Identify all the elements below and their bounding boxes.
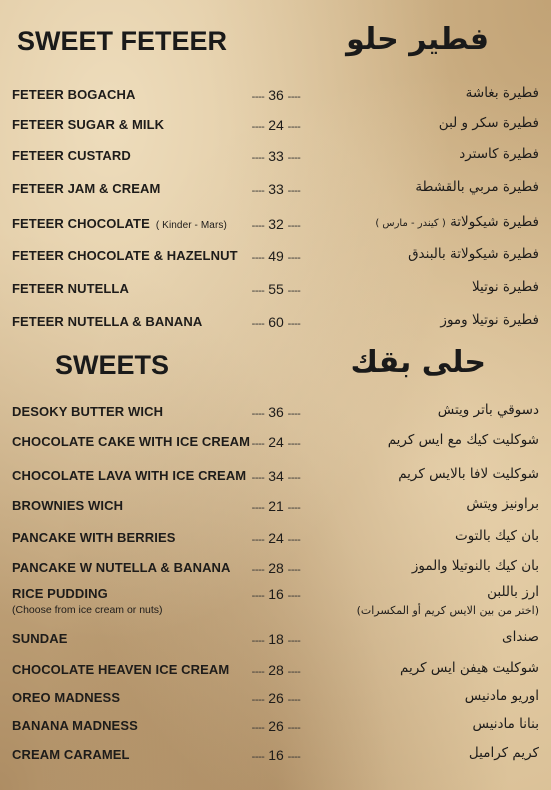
- item-price: ---- 16 ----: [251, 747, 301, 763]
- menu-item: [0, 498, 551, 520]
- price-value: 21: [268, 498, 284, 514]
- item-price: ---- 21 ----: [251, 498, 301, 514]
- price-value: 28: [268, 560, 284, 576]
- item-name-ar: صنداى: [502, 629, 539, 645]
- item-name-ar: براونيز ويتش: [466, 496, 539, 512]
- price-value: 16: [268, 586, 284, 602]
- menu-item: [0, 314, 551, 336]
- menu-item: [0, 747, 551, 769]
- item-name-ar: بنانا مادنيس: [472, 716, 539, 732]
- item-price: ---- 24 ----: [251, 434, 301, 450]
- item-name-en: PANCAKE WITH BERRIES: [12, 530, 176, 545]
- item-name-ar: فطيرة بغاشة: [465, 85, 539, 101]
- item-name-en: DESOKY BUTTER WICH: [12, 404, 164, 419]
- item-sub-en: (Choose from ice cream or nuts): [12, 604, 163, 616]
- menu-item: [0, 216, 551, 238]
- item-price: ---- 18 ----: [251, 631, 301, 647]
- price-value: 34: [268, 468, 284, 484]
- item-name-ar: ارز باللبن: [487, 584, 539, 600]
- item-name-en: FETEER CHOCOLATE & HAZELNUT: [12, 248, 238, 263]
- item-name-en: BROWNIES WICH: [12, 498, 124, 513]
- item-name-en: SUNDAE: [12, 631, 68, 646]
- item-name-en: FETEER SUGAR & MILK: [12, 117, 165, 132]
- item-name-ar: فطيرة شيكولاتة بالبندق: [408, 246, 539, 262]
- item-price: ---- 36 ----: [251, 87, 301, 103]
- item-sub-ar: (اختر من بين الايس كريم أو المكسرات): [356, 604, 539, 617]
- item-price: ---- 55 ----: [251, 281, 301, 297]
- section-title-ar: حلى بقك: [350, 345, 486, 380]
- item-price: ---- 34 ----: [251, 468, 301, 484]
- item-price: ---- 24 ----: [251, 117, 301, 133]
- item-name-ar: اوريو مادنيس: [464, 688, 539, 704]
- price-value: 36: [268, 87, 284, 103]
- price-value: 55: [268, 281, 284, 297]
- item-name-en: FETEER CHOCOLATE ( Kinder - Mars): [12, 216, 227, 231]
- item-name-en: BANANA MADNESS: [12, 718, 138, 733]
- menu-item: [0, 718, 551, 740]
- price-value: 33: [268, 181, 284, 197]
- menu-item: [0, 530, 551, 552]
- item-name-ar: فطيرة كاسترد: [459, 146, 539, 162]
- item-name-en: PANCAKE W NUTELLA & BANANA: [12, 560, 231, 575]
- menu-item: [0, 631, 551, 653]
- item-name-ar: فطيرة مربي بالقشطة: [415, 179, 539, 195]
- item-price: ---- 26 ----: [251, 718, 301, 734]
- price-value: 24: [268, 117, 284, 133]
- menu-item: [0, 690, 551, 712]
- menu-item: [0, 468, 551, 490]
- price-value: 24: [268, 530, 284, 546]
- item-price: ---- 26 ----: [251, 690, 301, 706]
- menu-item: [0, 434, 551, 456]
- item-note-ar: ( كيندر - مارس ): [375, 218, 446, 229]
- item-name-ar: فطيرة شيكولاتة ( كيندر - مارس ): [375, 214, 539, 230]
- item-name-ar: فطيرة نوتيلا وموز: [440, 312, 539, 328]
- item-name-ar: فطيرة نوتيلا: [471, 279, 539, 295]
- section-title-ar: فطير حلو: [346, 22, 489, 57]
- item-name-en: FETEER BOGACHA: [12, 87, 136, 102]
- menu-item: [0, 584, 551, 617]
- item-name-ar: كريم كراميل: [468, 745, 539, 761]
- menu-item: [0, 281, 551, 303]
- menu-item: [0, 117, 551, 139]
- price-value: 32: [268, 216, 284, 232]
- item-name-ar: فطيرة سكر و لبن: [438, 115, 539, 131]
- item-price: ---- 36 ----: [251, 404, 301, 420]
- menu-item: [0, 181, 551, 203]
- item-name-en: FETEER NUTELLA: [12, 281, 129, 296]
- item-price: ---- 28 ----: [251, 662, 301, 678]
- price-value: 33: [268, 148, 284, 164]
- item-price: ---- 49 ----: [251, 248, 301, 264]
- item-name-ar: شوكليت كيك مع ايس كريم: [387, 432, 539, 448]
- section-title-en: SWEETS: [55, 350, 170, 380]
- item-price: ---- 33 ----: [251, 181, 301, 197]
- item-name-en: FETEER NUTELLA & BANANA: [12, 314, 203, 329]
- price-value: 36: [268, 404, 284, 420]
- item-name-ar: شوكليت لافا بالايس كريم: [398, 466, 539, 482]
- price-value: 60: [268, 314, 284, 330]
- item-name-en: CHOCOLATE CAKE WITH ICE CREAM: [12, 434, 251, 449]
- item-note-en: ( Kinder - Mars): [155, 220, 227, 231]
- item-name-en: CHOCOLATE LAVA WITH ICE CREAM: [12, 468, 247, 483]
- menu-item: [0, 560, 551, 582]
- item-name-ar: بان كيك بالتوت: [455, 528, 539, 544]
- item-name-en: CHOCOLATE HEAVEN ICE CREAM: [12, 662, 230, 677]
- item-price: ---- 28 ----: [251, 560, 301, 576]
- item-name-ar: دسوقي باتر ويتش: [437, 402, 539, 418]
- price-value: 26: [268, 718, 284, 734]
- item-price: ---- 24 ----: [251, 530, 301, 546]
- price-value: 18: [268, 631, 284, 647]
- item-name-ar: شوكليت هيفن ايس كريم: [399, 660, 539, 676]
- item-price: ---- 60 ----: [251, 314, 301, 330]
- item-name-en: FETEER JAM & CREAM: [12, 181, 161, 196]
- item-price: ---- 16 ----: [251, 586, 301, 602]
- menu-item: [0, 148, 551, 170]
- item-name-en: CREAM CARAMEL: [12, 747, 130, 762]
- price-value: 24: [268, 434, 284, 450]
- item-price: ---- 32 ----: [251, 216, 301, 232]
- item-name-en: RICE PUDDING: [12, 586, 108, 601]
- price-value: 49: [268, 248, 284, 264]
- menu-item: [0, 248, 551, 270]
- price-value: 28: [268, 662, 284, 678]
- menu-item: [0, 87, 551, 109]
- price-value: 16: [268, 747, 284, 763]
- item-price: ---- 33 ----: [251, 148, 301, 164]
- item-name-ar: بان كيك بالنوتيلا والموز: [411, 558, 539, 574]
- section-title-en: SWEET FETEER: [17, 26, 228, 56]
- price-value: 26: [268, 690, 284, 706]
- item-name-en: FETEER CUSTARD: [12, 148, 131, 163]
- menu-item: [0, 404, 551, 426]
- menu-item: [0, 662, 551, 684]
- item-name-en: OREO MADNESS: [12, 690, 121, 705]
